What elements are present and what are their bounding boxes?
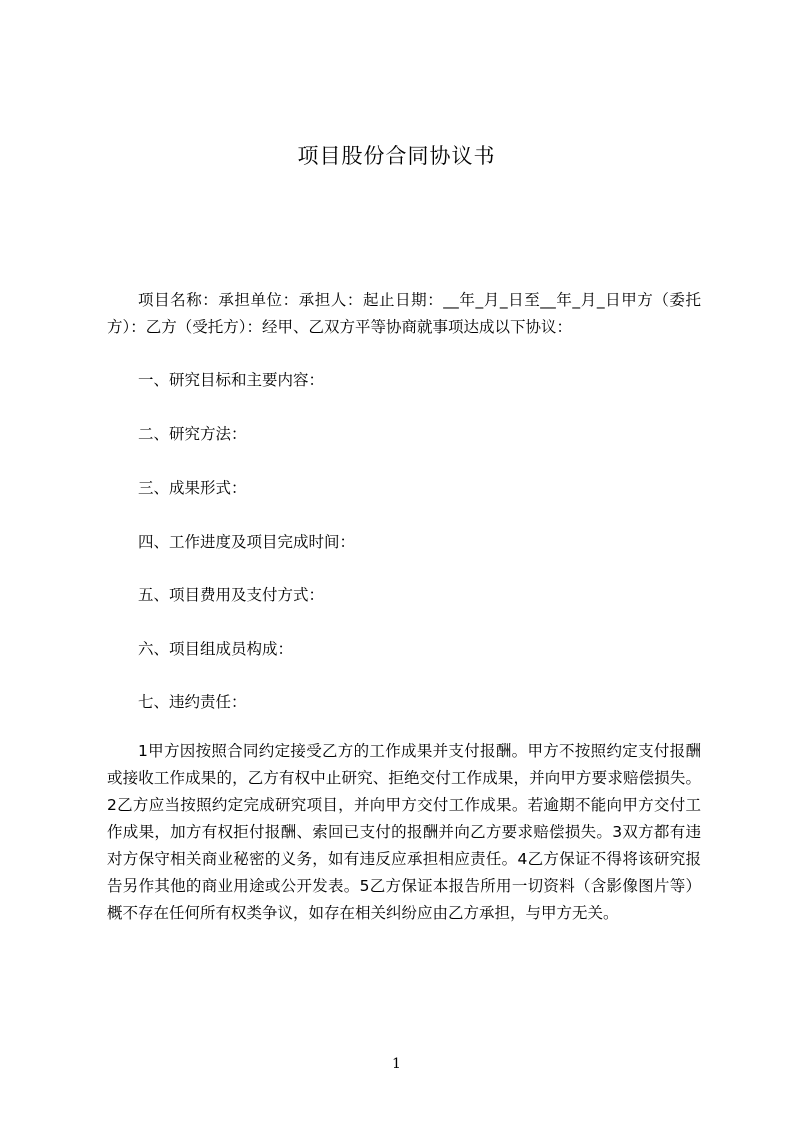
intro-paragraph: 项目名称：承担单位：承担人：起止日期：__年_月_日至__年_月_日甲方（委托方）：乙方（受托方）：经甲、乙双方平等协商就事项达成以下协议： [107, 291, 701, 336]
section-heading-schedule: 四、工作进度及项目完成时间： [138, 533, 356, 551]
page-number: 1 [392, 1056, 401, 1072]
section-heading-breach-liability: 七、违约责任： [138, 693, 247, 711]
section-heading-deliverable-form: 三、成果形式： [138, 479, 247, 497]
section-heading-research-methods: 二、研究方法： [138, 425, 247, 443]
breach-clauses-paragraph: 1甲方因按照合同约定接受乙方的工作成果并支付报酬。甲方不按照约定支付报酬或接收工作成果的，乙方有权中止研究、拒绝交付工作成果，并向甲方要求赔偿损失。2乙方应当按照约定完成研究项目，并向甲方交付工作成果。若逾期不能向甲方交付工作成果，加方有权拒付报酬、索回已支付的报酬并向乙方要求赔偿损失。3双方都有违对方保守相关商业秘密的义务，如有违反应承担相应责任。4乙方保证不得将该研究报告另作其他的商业用途或公开发表。5乙方保证本报告所用一切资料（含影像图片等）概不存在任何所有权类争议，如存在相关纠纷应由乙方承担，与甲方无关。 [107, 742, 701, 922]
document-title: 项目股份合同协议书 [297, 144, 496, 168]
section-heading-research-goals: 一、研究目标和主要内容： [138, 371, 325, 389]
section-heading-team-members: 六、项目组成员构成： [138, 640, 294, 658]
section-heading-fees-payment: 五、项目费用及支付方式： [138, 586, 325, 604]
